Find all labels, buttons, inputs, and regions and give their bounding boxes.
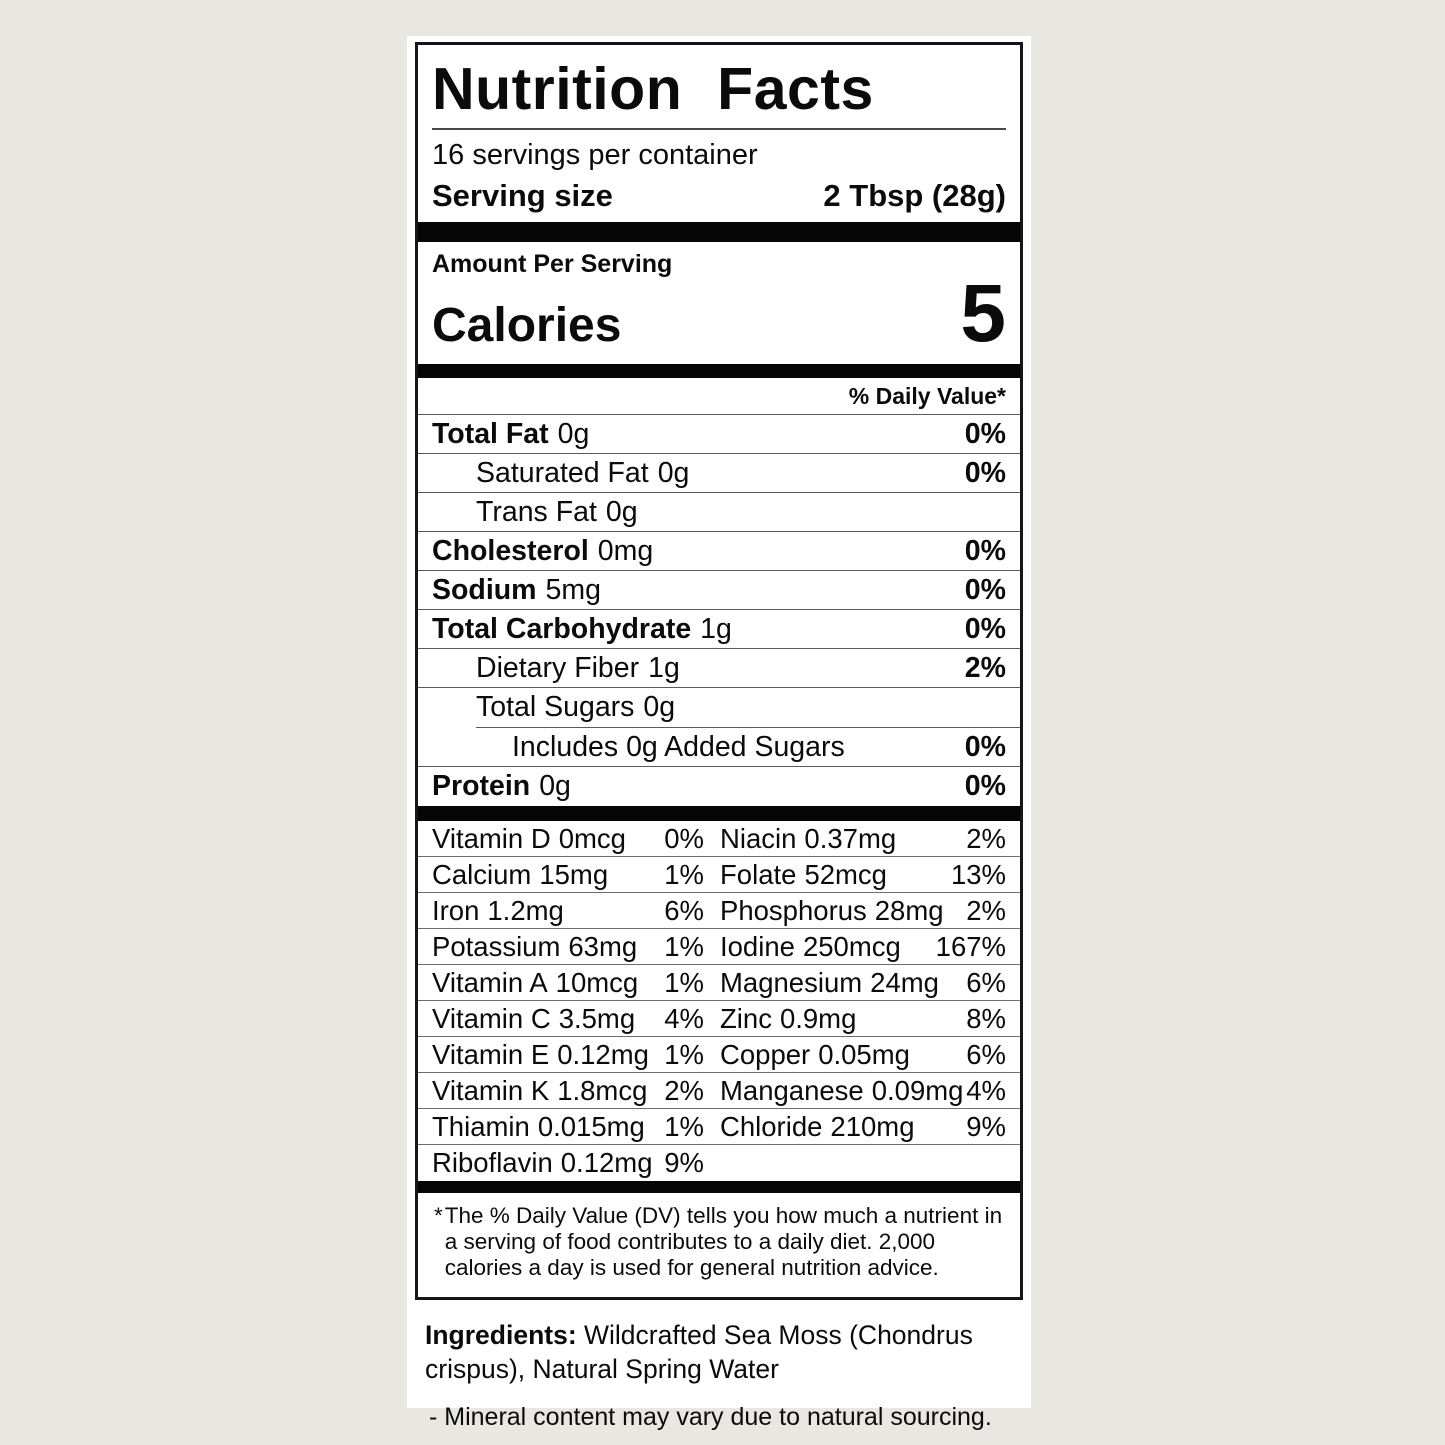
micronutrient-dv: 1% xyxy=(664,1038,704,1070)
nutrient-amount: 0g xyxy=(539,770,571,802)
micronutrient-amount: 1.2mg xyxy=(487,894,564,926)
micronutrient-dv: 8% xyxy=(966,1002,1006,1034)
nutrient-amount: 0g xyxy=(605,495,638,528)
divider-bar-medium xyxy=(418,364,1020,378)
micronutrient-cell xyxy=(720,1003,1006,1035)
micronutrient-amount: 0.015mg xyxy=(537,1110,645,1142)
ingredients-section xyxy=(425,1318,1013,1386)
nutrient-dv: 0% xyxy=(964,534,1006,567)
divider-bar-micronutrients xyxy=(418,806,1020,821)
nutrient-row-cholesterol xyxy=(418,532,1020,571)
nutrient-row-saturated-fat xyxy=(418,454,1020,493)
micronutrient-row xyxy=(418,1037,1020,1073)
micronutrient-dv: 1% xyxy=(664,966,704,998)
nutrient-amount: 0g xyxy=(643,691,676,723)
nutrient-dv: 0% xyxy=(964,612,1006,645)
micronutrient-cell xyxy=(720,931,1006,963)
micronutrient-row xyxy=(418,1145,1020,1181)
micronutrient-row xyxy=(418,1073,1020,1109)
calories-row xyxy=(418,268,1020,359)
micronutrient-name: Folate xyxy=(720,858,797,890)
nutrient-name: Includes 0g Added Sugars xyxy=(512,730,845,763)
nutrient-name: Sodium xyxy=(432,573,537,606)
nutrient-row-added-sugars xyxy=(418,728,1020,767)
micronutrient-name: Vitamin C xyxy=(432,1002,551,1034)
serving-size-value: 2 Tbsp (28g) xyxy=(823,178,1006,213)
nutrient-amount: 1g xyxy=(648,651,680,684)
micronutrient-amount: 24mg xyxy=(870,966,939,998)
micronutrient-name: Zinc xyxy=(720,1002,772,1034)
micronutrient-cell xyxy=(432,967,704,999)
micronutrient-dv: 1% xyxy=(664,858,704,890)
daily-value-footnote xyxy=(418,1193,1020,1297)
nutrition-facts-box xyxy=(415,42,1023,1300)
ingredients-label: Ingredients: xyxy=(425,1320,577,1350)
micronutrient-dv: 13% xyxy=(950,858,1006,890)
micronutrient-cell xyxy=(720,1039,1006,1071)
nutrient-name: Dietary Fiber xyxy=(476,651,640,684)
micronutrient-cell xyxy=(720,1111,1006,1143)
micronutrient-dv: 4% xyxy=(966,1074,1006,1106)
nutrient-name: Protein xyxy=(432,770,531,802)
micronutrient-cell xyxy=(432,895,704,927)
nutrient-row-dietary-fiber xyxy=(418,649,1020,688)
nutrient-row-trans-fat xyxy=(418,493,1020,532)
micronutrient-cell xyxy=(432,1003,704,1035)
micronutrient-name: Potassium xyxy=(432,930,561,962)
micronutrient-cell xyxy=(720,967,1006,999)
amount-per-serving-label: Amount Per Serving xyxy=(432,250,673,278)
micronutrient-dv: 1% xyxy=(664,930,704,962)
micronutrient-amount: 52mcg xyxy=(804,858,887,890)
nutrient-dv: 0% xyxy=(964,417,1006,450)
nutrient-name: Total Fat xyxy=(432,417,549,450)
micronutrient-name: Niacin xyxy=(720,822,797,854)
nutrient-amount: 0mg xyxy=(597,534,654,567)
micronutrient-cell xyxy=(432,823,704,855)
micronutrient-dv: 167% xyxy=(935,930,1006,962)
serving-size-label: Serving size xyxy=(432,178,613,213)
calories-value: 5 xyxy=(960,268,1006,359)
micronutrient-row xyxy=(418,893,1020,929)
nutrient-amount: 1g xyxy=(700,612,732,645)
micronutrient-name: Riboflavin xyxy=(432,1147,553,1178)
micronutrient-amount: 250mcg xyxy=(802,930,901,962)
daily-value-header: % Daily Value* xyxy=(418,378,1020,415)
micronutrient-cell xyxy=(720,859,1006,891)
micronutrient-row xyxy=(418,929,1020,965)
micronutrient-amount: 28mg xyxy=(874,894,944,926)
micronutrient-dv: 4% xyxy=(664,1002,704,1034)
nutrition-facts-title: Nutrition Facts xyxy=(432,56,874,122)
calories-label: Calories xyxy=(432,299,622,352)
micronutrient-dv: 0% xyxy=(664,822,704,854)
micronutrient-name: Vitamin A xyxy=(432,966,548,998)
nutrient-row-total-fat xyxy=(418,415,1020,454)
micronutrient-cell xyxy=(432,931,704,963)
nutrient-row-total-sugars xyxy=(418,688,1020,727)
nutrient-row-sodium xyxy=(418,571,1020,610)
micronutrient-cell xyxy=(720,1075,1006,1107)
nutrient-row-protein xyxy=(418,767,1020,806)
micronutrient-amount: 0.9mg xyxy=(779,1002,857,1034)
sourcing-note: - Mineral content may vary due to natural sourcing. xyxy=(429,1403,992,1431)
micronutrient-amount: 10mcg xyxy=(555,966,639,998)
micronutrient-dv: 2% xyxy=(664,1074,704,1106)
servings-per-container: 16 servings per container xyxy=(432,139,758,171)
ingredients-text: Wildcrafted Sea Moss (Chondrus crispus), Natural Spring Water xyxy=(425,1320,973,1384)
micronutrient-row xyxy=(418,1001,1020,1037)
micronutrient-name: Thiamin xyxy=(432,1110,530,1142)
micronutrient-amount: 63mg xyxy=(568,930,638,962)
micronutrient-cell xyxy=(432,1111,704,1143)
nutrient-row-total-carbohydrate xyxy=(418,610,1020,649)
nutrient-amount: 5mg xyxy=(545,573,601,606)
micronutrient-cell xyxy=(432,859,704,891)
micronutrient-row xyxy=(418,857,1020,893)
micronutrient-dv: 2% xyxy=(966,894,1006,926)
footnote-text: The % Daily Value (DV) tells you how much a nutrient in a serving of food contributes to a daily diet. 2,000 calories a day is used for general nutrition advice. xyxy=(444,1203,1003,1280)
nutrient-dv: 0% xyxy=(964,573,1006,606)
micronutrient-name: Manganese xyxy=(720,1074,864,1106)
micronutrient-dv: 9% xyxy=(664,1147,704,1178)
micronutrient-amount: 0.12mg xyxy=(560,1147,653,1178)
micronutrient-dv: 9% xyxy=(966,1110,1006,1142)
micronutrient-amount: 210mg xyxy=(830,1110,915,1142)
micronutrient-name: Phosphorus xyxy=(720,894,867,926)
micronutrient-name: Copper xyxy=(720,1038,811,1070)
nutrient-amount: 0g xyxy=(557,417,590,450)
divider-bar-footnote xyxy=(418,1181,1020,1193)
nutrient-dv: 0% xyxy=(964,770,1006,802)
micronutrient-name: Vitamin K xyxy=(432,1074,550,1106)
micronutrient-dv: 1% xyxy=(664,1110,704,1142)
nutrient-name: Cholesterol xyxy=(432,534,589,567)
micronutrient-amount: 0.05mg xyxy=(818,1038,910,1070)
micronutrient-amount: 0.37mg xyxy=(804,822,897,854)
divider-bar-thick xyxy=(418,222,1020,242)
micronutrient-name: Iron xyxy=(432,894,480,926)
micronutrient-dv: 6% xyxy=(966,966,1006,998)
nutrient-name: Saturated Fat xyxy=(476,456,649,489)
micronutrient-name: Vitamin D xyxy=(432,822,551,854)
micronutrient-cell xyxy=(432,1039,704,1071)
micronutrient-name: Vitamin E xyxy=(432,1038,550,1070)
micronutrient-amount: 3.5mg xyxy=(558,1002,636,1034)
nutrient-dv: 0% xyxy=(964,456,1006,489)
micronutrient-dv: 2% xyxy=(966,822,1006,854)
serving-size-row xyxy=(418,175,1020,222)
micronutrient-name: Iodine xyxy=(720,930,795,962)
micronutrient-cell xyxy=(432,1147,704,1179)
micronutrient-row xyxy=(418,965,1020,1001)
nutrient-name: Total Carbohydrate xyxy=(432,612,692,645)
micronutrient-amount: 15mg xyxy=(539,858,609,890)
micronutrient-name: Chloride xyxy=(720,1110,823,1142)
micronutrient-dv: 6% xyxy=(966,1038,1006,1070)
micronutrient-amount: 0mcg xyxy=(558,822,626,854)
nutrient-amount: 0g xyxy=(657,456,690,489)
micronutrient-row xyxy=(418,821,1020,857)
nutrient-name: Total Sugars xyxy=(476,691,635,723)
nutrition-label-card xyxy=(407,36,1031,1431)
nutrient-name: Trans Fat xyxy=(476,495,597,528)
micronutrient-row xyxy=(418,1109,1020,1145)
footnote-asterisk: * xyxy=(434,1203,443,1228)
micronutrient-amount: 1.8mcg xyxy=(557,1074,648,1106)
micronutrient-cell xyxy=(432,1075,704,1107)
nutrient-dv: 2% xyxy=(964,651,1006,684)
micronutrient-amount: 0.09mg xyxy=(871,1074,964,1106)
micronutrient-cell xyxy=(720,823,1006,855)
nutrient-dv: 0% xyxy=(964,730,1006,763)
micronutrient-amount: 0.12mg xyxy=(557,1038,649,1070)
micronutrient-name: Calcium xyxy=(432,858,532,890)
micronutrient-dv: 6% xyxy=(664,894,704,926)
micronutrient-name: Magnesium xyxy=(720,966,863,998)
micronutrient-cell xyxy=(720,895,1006,927)
